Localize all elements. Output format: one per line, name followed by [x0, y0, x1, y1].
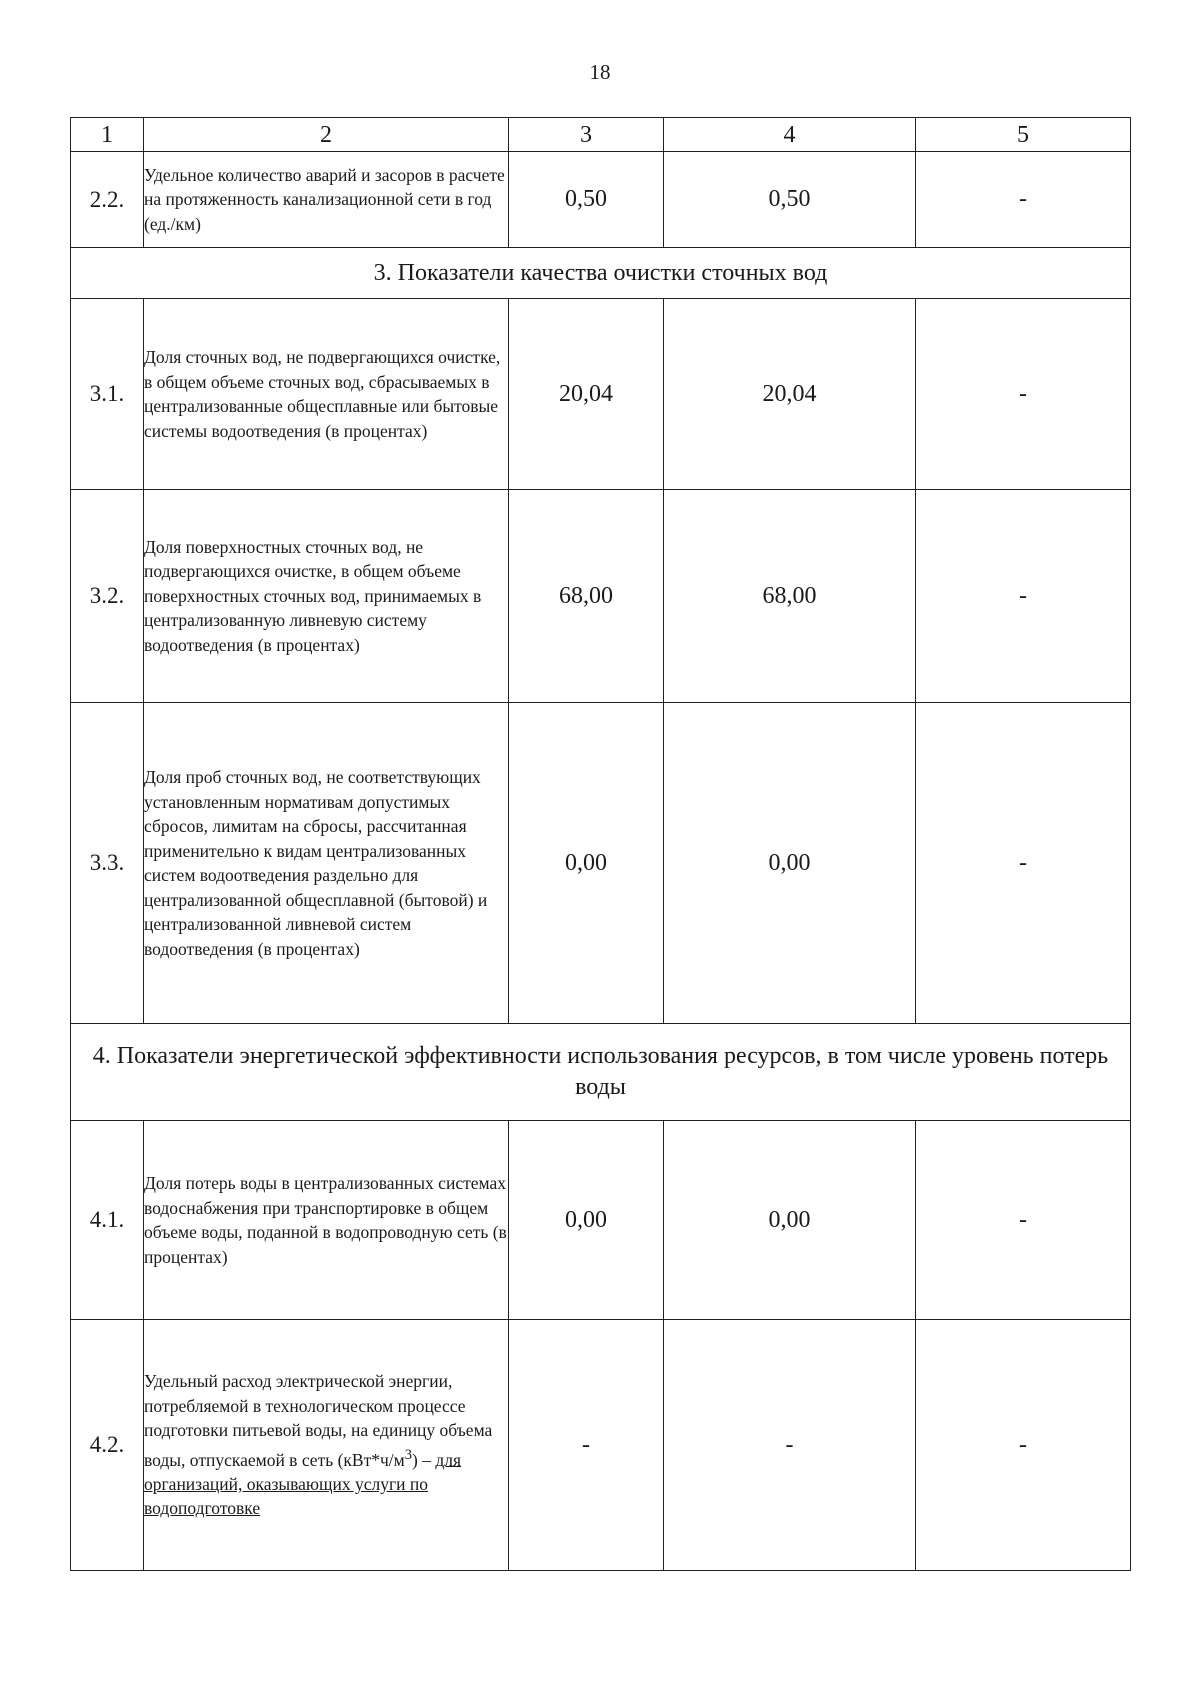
table-header-row	[71, 118, 1131, 152]
header-cell-4: 4	[664, 118, 916, 152]
value-col-5: -	[916, 490, 1131, 703]
section-heading-4: 4. Показатели энергетической эффективности использования ресурсов, в том числе уровень потерь воды	[71, 1024, 1131, 1121]
value-col-5: -	[916, 703, 1131, 1024]
value-col-5: -	[916, 152, 1131, 248]
value-col-4: 0,50	[664, 152, 916, 248]
section-row-4	[71, 1024, 1131, 1121]
value-col-5: -	[916, 299, 1131, 490]
row-number: 3.1.	[71, 299, 144, 490]
row-description: Удельное количество аварий и засоров в расчете на протяженность канализационной сети в год (ед./км)	[144, 152, 509, 248]
value-col-3: -	[509, 1320, 664, 1571]
header-cell-3: 3	[509, 118, 664, 152]
value-col-4: -	[664, 1320, 916, 1571]
value-col-5: -	[916, 1121, 1131, 1320]
header-cell-1: 1	[71, 118, 144, 152]
row-number: 4.1.	[71, 1121, 144, 1320]
value-col-3: 20,04	[509, 299, 664, 490]
table-row-3-3	[71, 703, 1131, 1024]
header-cell-5: 5	[916, 118, 1131, 152]
description-text: Удельный расход электрической энергии, потребляемой в технологическом процессе подготовки питьевой воды, на единицу объема воды, отпускаемой в сеть (кВт*ч/м	[144, 1371, 493, 1470]
row-number: 3.3.	[71, 703, 144, 1024]
row-description	[144, 1320, 509, 1571]
row-number: 2.2.	[71, 152, 144, 248]
table-row-3-1	[71, 299, 1131, 490]
table-row-2-2	[71, 152, 1131, 248]
value-col-3: 0,00	[509, 703, 664, 1024]
row-number: 3.2.	[71, 490, 144, 703]
description-underlined-note: для организаций, оказывающих услуги по водоподготовке	[144, 1449, 462, 1519]
table-row-4-2	[71, 1320, 1131, 1571]
table-row-3-2	[71, 490, 1131, 703]
row-description: Доля поверхностных сточных вод, не подвергающихся очистке, в общем объеме поверхностных сточных вод, принимаемых в централизованную ливневую систему водоотведения (в процентах)	[144, 490, 509, 703]
row-description: Доля сточных вод, не подвергающихся очистке, в общем объеме сточных вод, сбрасываемых в централизованные общесплавные или бытовые системы водоотведения (в процентах)	[144, 299, 509, 490]
value-col-3: 0,00	[509, 1121, 664, 1320]
indicators-table	[70, 117, 1131, 1571]
value-col-3: 0,50	[509, 152, 664, 248]
table-row-4-1	[71, 1121, 1131, 1320]
row-description: Доля потерь воды в централизованных системах водоснабжения при транспортировке в общем объеме воды, поданной в водопроводную сеть (в процентах)	[144, 1121, 509, 1320]
value-col-4: 20,04	[664, 299, 916, 490]
page-number: 18	[589, 60, 611, 84]
header-cell-2: 2	[144, 118, 509, 152]
unit-superscript: 3	[404, 1446, 413, 1463]
value-col-5: -	[916, 1320, 1131, 1571]
section-row-3	[71, 248, 1131, 299]
value-col-4: 0,00	[664, 1121, 916, 1320]
value-col-4: 0,00	[664, 703, 916, 1024]
section-heading-3: 3. Показатели качества очистки сточных вод	[71, 248, 1131, 299]
value-col-3: 68,00	[509, 490, 664, 703]
row-description: Доля проб сточных вод, не соответствующих установленным нормативам допустимых сбросов, лимитам на сбросы, рассчитанная применительно к видам централизованных систем водоотведения раздельно для централизованной общесплавной (бытовой) и централизованной ливневой систем водоотведения (в процентах)	[144, 703, 509, 1024]
description-dash: ) –	[412, 1449, 436, 1470]
value-col-4: 68,00	[664, 490, 916, 703]
row-number: 4.2.	[71, 1320, 144, 1571]
